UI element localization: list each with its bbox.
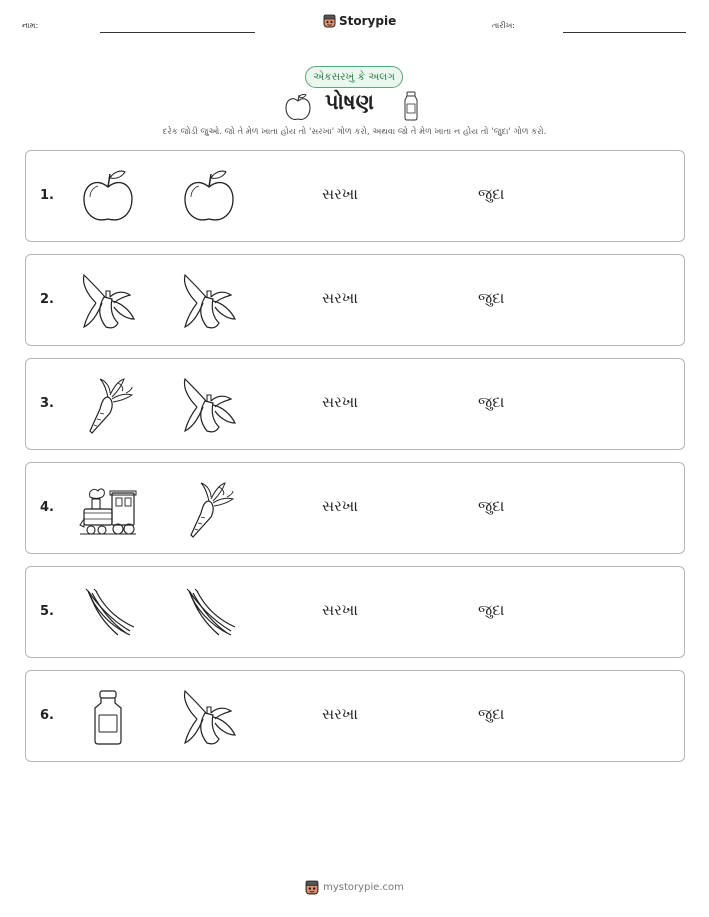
brand-name: Storypie <box>339 14 397 28</box>
question-number: 1. <box>40 188 54 203</box>
question-row <box>25 254 685 346</box>
question-row <box>25 150 685 242</box>
same-option[interactable]: સરખા <box>322 289 358 307</box>
right-item <box>179 583 239 643</box>
train-icon <box>78 479 138 539</box>
left-item <box>78 583 138 643</box>
banana-icon <box>179 687 239 747</box>
worksheet-type-badge: એકસરખું કે અલગ <box>305 66 403 88</box>
right-item <box>179 375 239 435</box>
same-option[interactable]: સરખા <box>322 185 358 203</box>
different-option[interactable]: જુદા <box>478 497 505 515</box>
brand-logo <box>323 14 396 28</box>
name-label: નામ: <box>22 21 39 30</box>
apple-icon <box>284 92 312 122</box>
jar-icon <box>78 687 138 747</box>
page-title: પોષણ <box>325 90 374 114</box>
footer-site[interactable]: mystorypie.com <box>323 882 404 893</box>
same-option[interactable]: સરખા <box>322 393 358 411</box>
question-number: 3. <box>40 396 54 411</box>
storypie-mascot-icon <box>305 880 319 895</box>
carrot-icon <box>78 375 138 435</box>
banana-icon <box>78 271 138 331</box>
apple-icon <box>78 167 138 227</box>
left-item <box>78 167 138 227</box>
different-option[interactable]: જુદા <box>478 601 505 619</box>
same-option[interactable]: સરખા <box>322 601 358 619</box>
question-row <box>25 462 685 554</box>
left-item <box>78 687 138 747</box>
left-item <box>78 375 138 435</box>
green-beans-icon <box>78 583 138 643</box>
right-item <box>179 687 239 747</box>
date-label: તારીખ: <box>492 21 515 30</box>
question-number: 4. <box>40 500 54 515</box>
footer <box>0 880 709 895</box>
right-item <box>179 271 239 331</box>
green-beans-icon <box>179 583 239 643</box>
right-item <box>179 167 239 227</box>
question-number: 6. <box>40 708 54 723</box>
question-number: 2. <box>40 292 54 307</box>
same-option[interactable]: સરખા <box>322 497 358 515</box>
different-option[interactable]: જુદા <box>478 393 505 411</box>
different-option[interactable]: જુદા <box>478 185 505 203</box>
instructions: દરેક જોડી જુઓ. જો તે મેળ ખાતા હોય તો 'સરખા' ગોળ કરો, અથવા જો તે મેળ ખાતા ન હોય તો 'જુદા' ગોળ કરો. <box>162 127 547 137</box>
banana-icon <box>179 271 239 331</box>
question-row <box>25 670 685 762</box>
question-row <box>25 566 685 658</box>
name-line <box>100 32 255 33</box>
different-option[interactable]: જુદા <box>478 289 505 307</box>
right-item <box>179 479 239 539</box>
same-option[interactable]: સરખા <box>322 705 358 723</box>
apple-icon <box>179 167 239 227</box>
left-item <box>78 479 138 539</box>
carrot-icon <box>179 479 239 539</box>
worksheet-header <box>0 0 709 50</box>
date-line <box>563 32 686 33</box>
storypie-mascot-icon <box>323 14 336 28</box>
title-row <box>0 90 709 122</box>
left-item <box>78 271 138 331</box>
different-option[interactable]: જુદા <box>478 705 505 723</box>
question-number: 5. <box>40 604 54 619</box>
jar-icon <box>402 91 420 121</box>
banana-icon <box>179 375 239 435</box>
question-row <box>25 358 685 450</box>
